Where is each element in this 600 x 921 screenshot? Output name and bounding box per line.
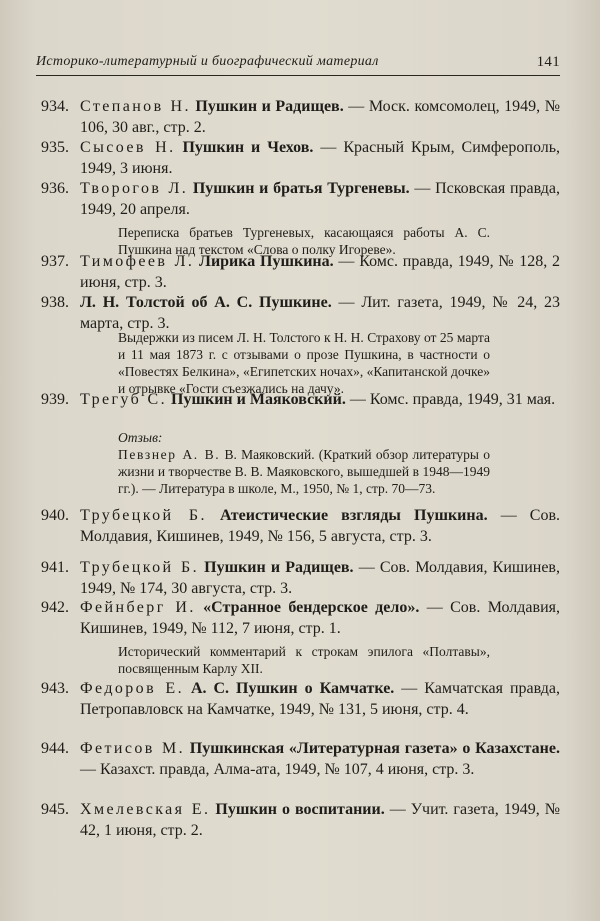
- entry-number: 937.: [41, 253, 69, 270]
- entry-author: Тимофеев Л.: [80, 253, 195, 270]
- entry-source: — Сов. Молдавия, Кишинев, 1949, № 156, 5 августа, стр. 3.: [80, 507, 560, 545]
- entry-source: — Моск. комсомолец, 1949, № 106, 30 авг., стр. 2.: [80, 98, 560, 136]
- entry-number: 936.: [41, 180, 69, 197]
- entry-number: 941.: [41, 559, 69, 576]
- entry-number: 935.: [41, 139, 69, 156]
- entry-text: [80, 178, 560, 220]
- entry-title: Пушкин и Маяковский.: [171, 391, 346, 408]
- entry-author: Степанов Н.: [80, 98, 191, 115]
- entry-annotation: Выдержки из писем Л. Н. Толстого к Н. Н. Страхову от 25 марта и 11 мая 1873 г. с отзывами о прозе Пушкина, в частности о «Повестях Белкина», «Египетских ночах», «Капитанской дочке» и отрывке «Гости съезжались на дачу».: [118, 330, 490, 396]
- entry-author: Хмелевская Е.: [80, 801, 211, 818]
- entry-annotation: Переписка братьев Тургеневых, касающаяся работы А. С. Пушкина над текстом «Слова о полку Игореве».: [118, 225, 490, 257]
- entry-title: Пушкинская «Литературная газета» о Казахстане.: [189, 740, 560, 757]
- entry-title: Пушкин и Радищев.: [204, 559, 354, 576]
- entry-text: [80, 597, 560, 639]
- entry-number: 939.: [41, 391, 69, 408]
- entry-author: Трубецкой Б.: [80, 507, 207, 524]
- entry-source: — Учит. газета, 1949, № 42, 1 июня, стр. 2.: [80, 801, 561, 839]
- page-number: 141: [536, 54, 560, 70]
- entry-text: [80, 292, 560, 334]
- entry-author: Фейнберг И.: [80, 599, 196, 616]
- entry-number: 934.: [41, 98, 69, 115]
- entry-title: Пушкин и Чехов.: [182, 139, 314, 156]
- header-title: Историко-литературный и биографический материал: [36, 54, 379, 69]
- entry-text: [80, 678, 560, 720]
- entry-number: 942.: [41, 599, 69, 616]
- entry-title: Лирика Пушкина.: [199, 253, 334, 270]
- entry-title: Л. Н. Толстой об А. С. Пушкине.: [80, 294, 332, 311]
- entry-text: [80, 557, 560, 599]
- entry-number: 943.: [41, 680, 69, 697]
- entry-source: — Псковская правда, 1949, 20 апреля.: [80, 180, 561, 218]
- entry-annotation: Исторический комментарий к строкам эпилога «Полтавы», посвященным Карлу XII.: [118, 644, 490, 676]
- entry-author: Федоров Е.: [80, 680, 184, 697]
- review-author: Певзнер А. В.: [118, 447, 221, 462]
- entry-source: — Сов. Молдавия, Кишинев, 1949, № 112, 7 июня, стр. 1.: [80, 599, 561, 637]
- entry-author: Трубецкой Б.: [80, 559, 199, 576]
- entry-number: 940.: [41, 507, 69, 524]
- entry-author: Сысоев Н.: [80, 139, 176, 156]
- entry-text: [80, 96, 560, 138]
- review-body: В. Маяковский. (Краткий обзор литературы о жизни и творчестве В. В. Маяковского, вышедшей в 1948—1949 гг.). — Литература в школе, М., 1950, № 1, стр. 70—73.: [118, 447, 490, 496]
- entry-title: Атеистические взгляды Пушкина.: [220, 507, 488, 524]
- entry-number: 938.: [41, 294, 69, 311]
- entry-source: — Лит. газета, 1949, № 24, 23 марта, стр. 3.: [80, 294, 561, 332]
- entry-text: [80, 251, 560, 293]
- entry-author: Фетисов М.: [80, 740, 185, 757]
- entry-source: — Красный Крым, Симферополь, 1949, 3 июня.: [80, 139, 561, 177]
- entry-text: [80, 738, 560, 780]
- entry-text: [80, 389, 560, 410]
- entry-author: Трегуб С.: [80, 391, 168, 408]
- entry-number: 944.: [41, 740, 69, 757]
- entry-title: А. С. Пушкин о Камчатке.: [190, 680, 395, 697]
- entry-title: «Странное бендерское дело».: [203, 599, 420, 616]
- entry-text: [80, 505, 560, 547]
- review-text: [118, 446, 490, 497]
- entry-text: [80, 799, 560, 841]
- entry-source: — Камчатская правда, Петропавловск на Камчатке, 1949, № 131, 5 июня, стр. 4.: [80, 680, 561, 718]
- entry-text: [80, 137, 560, 179]
- review-label: Отзыв:: [118, 430, 163, 445]
- entry-title: Пушкин и Радищев.: [195, 98, 344, 115]
- entry-number: 945.: [41, 801, 69, 818]
- entry-source: — Комс. правда, 1949, 31 мая.: [345, 391, 556, 408]
- entry-source: — Сов. Молдавия, Кишинев, 1949, № 174, 30 августа, стр. 3.: [80, 559, 560, 597]
- entry-author: Творогов Л.: [80, 180, 189, 197]
- running-header: [36, 54, 560, 76]
- entry-title: Пушкин о воспитании.: [215, 801, 385, 818]
- entry-source: — Казахст. правда, Алма-ата, 1949, № 107, 4 июня, стр. 3.: [80, 761, 475, 778]
- entry-title: Пушкин и братья Тургеневы.: [192, 180, 410, 197]
- entry-source: — Комс. правда, 1949, № 128, 2 июня, стр. 3.: [80, 253, 561, 291]
